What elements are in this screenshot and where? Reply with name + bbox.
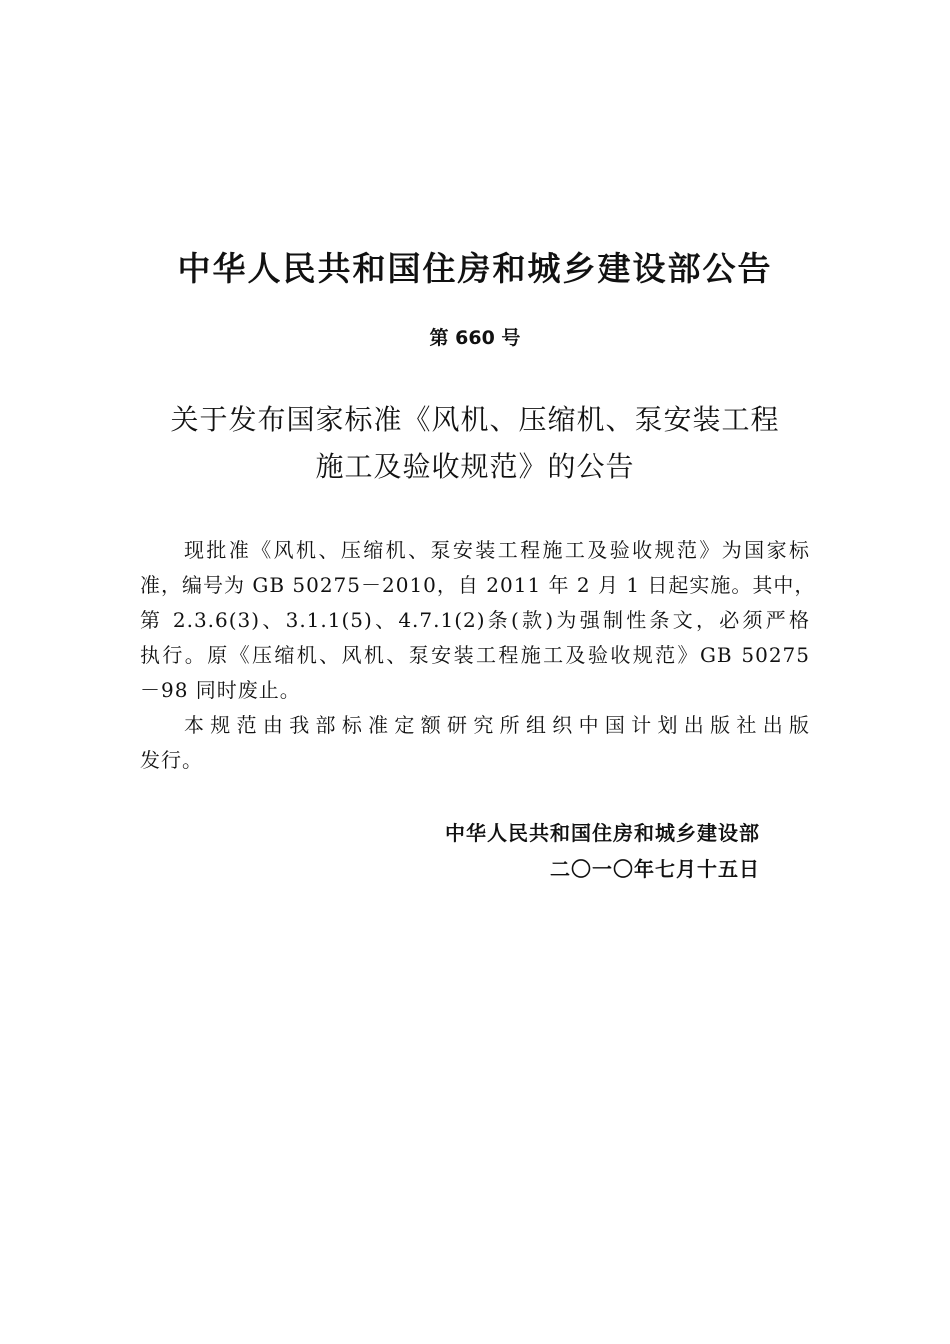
signature-block [0, 815, 760, 887]
paragraph-2-line-2: 发行。 [140, 748, 203, 772]
paragraph-2-line-1: 本规范由我部标准定额研究所组织中国计划出版社出版 [184, 713, 810, 737]
notice-number: 第 660 号 [429, 327, 521, 349]
subject-line-1: 关于发布国家标准《风机、压缩机、泵安装工程 [170, 403, 780, 436]
notice-subject [0, 396, 950, 490]
paragraph-1-line-2: 准，编号为 GB 50275－2010，自 2011 年 2 月 1 日起实施。其中， [140, 573, 816, 597]
issuer-name: 中华人民共和国住房和城乡建设部 [445, 821, 760, 845]
paragraph-1-line-5: －98 同时废止。 [140, 678, 301, 702]
issue-date: 二〇一〇年七月十五日 [550, 857, 760, 881]
notice-body [140, 533, 816, 778]
ministry-title: 中华人民共和国住房和城乡建设部公告 [177, 249, 773, 288]
paragraph-1-line-4: 执行。原《压缩机、风机、泵安装工程施工及验收规范》GB 50275 [140, 643, 810, 667]
paragraph-1-line-3: 第 2.3.6(3)、3.1.1(5)、4.7.1(2)条(款)为强制性条文，必须严格 [140, 608, 810, 632]
paragraph-1-line-1: 现批准《风机、压缩机、泵安装工程施工及验收规范》为国家标 [184, 538, 810, 562]
subject-line-2: 施工及验收规范》的公告 [315, 450, 635, 483]
